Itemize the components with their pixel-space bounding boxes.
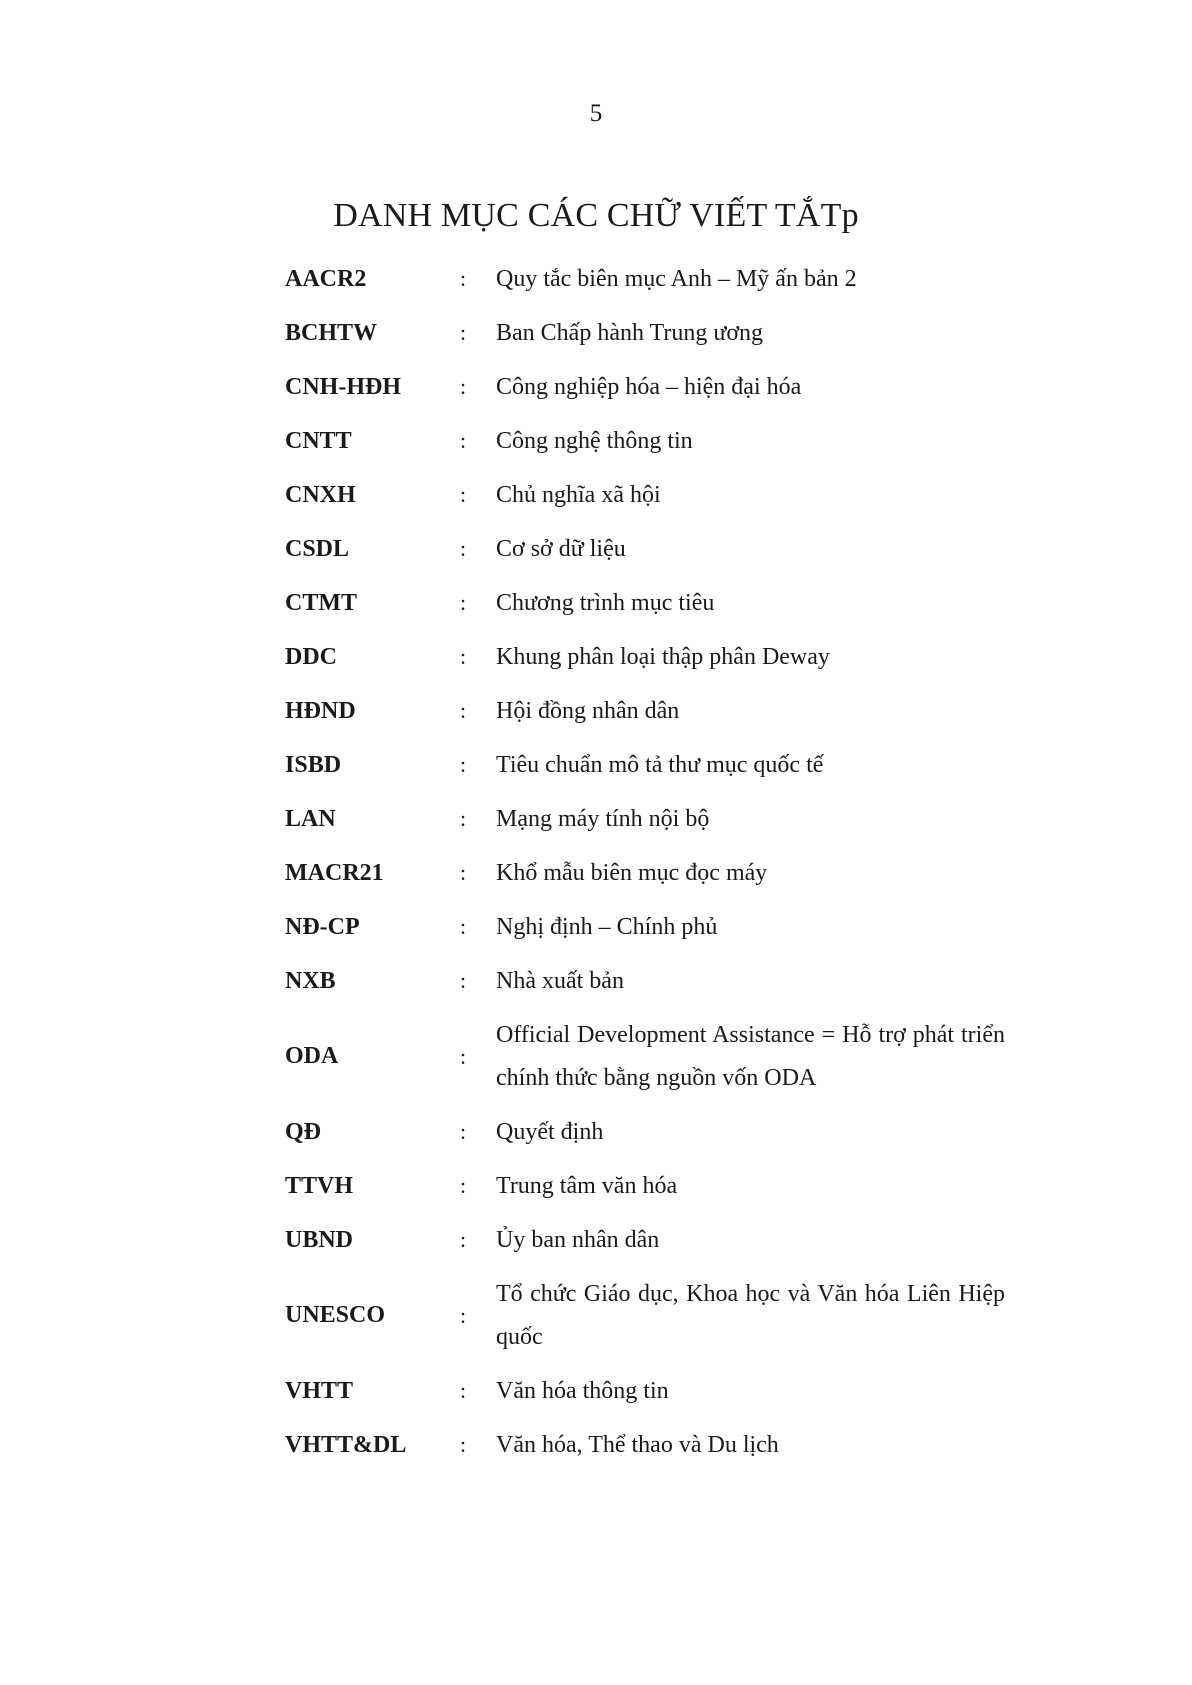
separator-colon: : — [460, 1173, 467, 1198]
abbreviation-row — [285, 252, 1005, 306]
abbreviation-term: CNXH — [285, 481, 356, 508]
abbreviation-row — [285, 414, 1005, 468]
page-number: 5 — [589, 100, 603, 127]
abbreviation-term: CNH-HĐH — [285, 373, 401, 400]
abbreviation-row — [285, 1213, 1005, 1267]
separator-colon: : — [460, 752, 467, 777]
abbreviation-definition: Công nghiệp hóa – hiện đại hóa — [496, 373, 802, 400]
separator-colon: : — [460, 266, 467, 291]
abbreviation-term: AACR2 — [285, 265, 367, 292]
abbreviation-term: BCHTW — [285, 319, 378, 346]
abbreviation-definition: Ban Chấp hành Trung ương — [496, 319, 764, 346]
abbreviation-term: HĐND — [285, 697, 356, 724]
abbreviation-definition: Chương trình mục tiêu — [496, 589, 715, 616]
abbreviation-definition: Trung tâm văn hóa — [496, 1172, 678, 1199]
abbreviation-term: QĐ — [285, 1118, 321, 1145]
page-title: DANH MỤC CÁC CHỮ VIẾT TẮTp — [333, 197, 859, 234]
abbreviation-row — [285, 522, 1005, 576]
abbreviation-definition: Ủy ban nhân dân — [496, 1226, 660, 1253]
abbreviation-definition: Hội đồng nhân dân — [496, 697, 680, 724]
separator-colon: : — [460, 914, 467, 939]
abbreviation-row — [285, 954, 1005, 1008]
abbreviation-definition: Nghị định – Chính phủ — [496, 913, 718, 940]
abbreviation-row — [285, 360, 1005, 414]
separator-colon: : — [460, 698, 467, 723]
abbreviation-row — [285, 1159, 1005, 1213]
abbreviation-row — [285, 738, 1005, 792]
abbreviation-row — [285, 1418, 1005, 1472]
abbreviation-term: DDC — [285, 643, 337, 670]
abbreviation-row — [285, 900, 1005, 954]
abbreviation-definition: Văn hóa thông tin — [496, 1377, 669, 1404]
abbreviation-definition: Quyết định — [496, 1118, 604, 1145]
abbreviation-row — [285, 846, 1005, 900]
separator-colon: : — [460, 1432, 467, 1457]
separator-colon: : — [460, 806, 467, 831]
abbreviation-row — [285, 792, 1005, 846]
abbreviation-definition: Official Development Assistance = Hỗ trợ phát triển chính thức bằng nguồn vốn ODA — [496, 1021, 1005, 1091]
abbreviation-term: VHTT&DL — [285, 1431, 407, 1458]
separator-colon: : — [460, 536, 467, 561]
abbreviation-row — [285, 1008, 1005, 1105]
abbreviation-row — [285, 684, 1005, 738]
abbreviation-term: CSDL — [285, 535, 350, 562]
abbreviation-definition: Chủ nghĩa xã hội — [496, 481, 661, 508]
abbreviation-definition: Tổ chức Giáo dục, Khoa học và Văn hóa Liên Hiệp quốc — [496, 1280, 1005, 1350]
abbreviation-definition: Nhà xuất bản — [496, 967, 624, 994]
abbreviation-term: UBND — [285, 1226, 354, 1253]
abbreviation-definition: Tiêu chuẩn mô tả thư mục quốc tế — [496, 751, 824, 778]
abbreviation-row — [285, 576, 1005, 630]
separator-colon: : — [460, 1043, 467, 1069]
separator-colon: : — [460, 428, 467, 453]
abbreviation-row — [285, 630, 1005, 684]
abbreviation-term: VHTT — [285, 1377, 354, 1404]
abbreviation-row — [285, 1267, 1005, 1364]
separator-colon: : — [460, 968, 467, 993]
abbreviation-definition: Cơ sở dữ liệu — [496, 535, 626, 562]
abbreviation-term: NXB — [285, 967, 336, 994]
separator-colon: : — [460, 1302, 467, 1328]
abbreviation-term: NĐ-CP — [285, 913, 360, 940]
abbreviation-term: TTVH — [285, 1172, 354, 1199]
abbreviation-definition: Văn hóa, Thể thao và Du lịch — [496, 1431, 779, 1458]
abbreviation-term: CTMT — [285, 589, 357, 616]
abbreviation-row — [285, 1364, 1005, 1418]
abbreviation-row — [285, 468, 1005, 522]
abbreviation-term: CNTT — [285, 427, 352, 454]
separator-colon: : — [460, 482, 467, 507]
separator-colon: : — [460, 1378, 467, 1403]
abbreviation-list — [285, 252, 1005, 1472]
abbreviation-definition: Khung phân loại thập phân Deway — [496, 643, 830, 670]
abbreviation-row — [285, 1105, 1005, 1159]
abbreviation-definition: Mạng máy tính nội bộ — [496, 805, 710, 832]
separator-colon: : — [460, 374, 467, 399]
abbreviation-definition: Công nghệ thông tin — [496, 427, 693, 454]
separator-colon: : — [460, 1227, 467, 1252]
abbreviation-row — [285, 306, 1005, 360]
abbreviation-term: MACR21 — [285, 859, 384, 886]
separator-colon: : — [460, 320, 467, 345]
abbreviation-term: LAN — [285, 805, 336, 832]
abbreviation-term: ODA — [285, 1043, 339, 1069]
separator-colon: : — [460, 860, 467, 885]
separator-colon: : — [460, 590, 467, 615]
abbreviation-term: UNESCO — [285, 1302, 386, 1328]
separator-colon: : — [460, 1119, 467, 1144]
abbreviation-definition: Quy tắc biên mục Anh – Mỹ ấn bản 2 — [496, 265, 857, 292]
abbreviation-definition: Khổ mẫu biên mục đọc máy — [496, 859, 768, 886]
abbreviation-term: ISBD — [285, 751, 342, 778]
separator-colon: : — [460, 644, 467, 669]
